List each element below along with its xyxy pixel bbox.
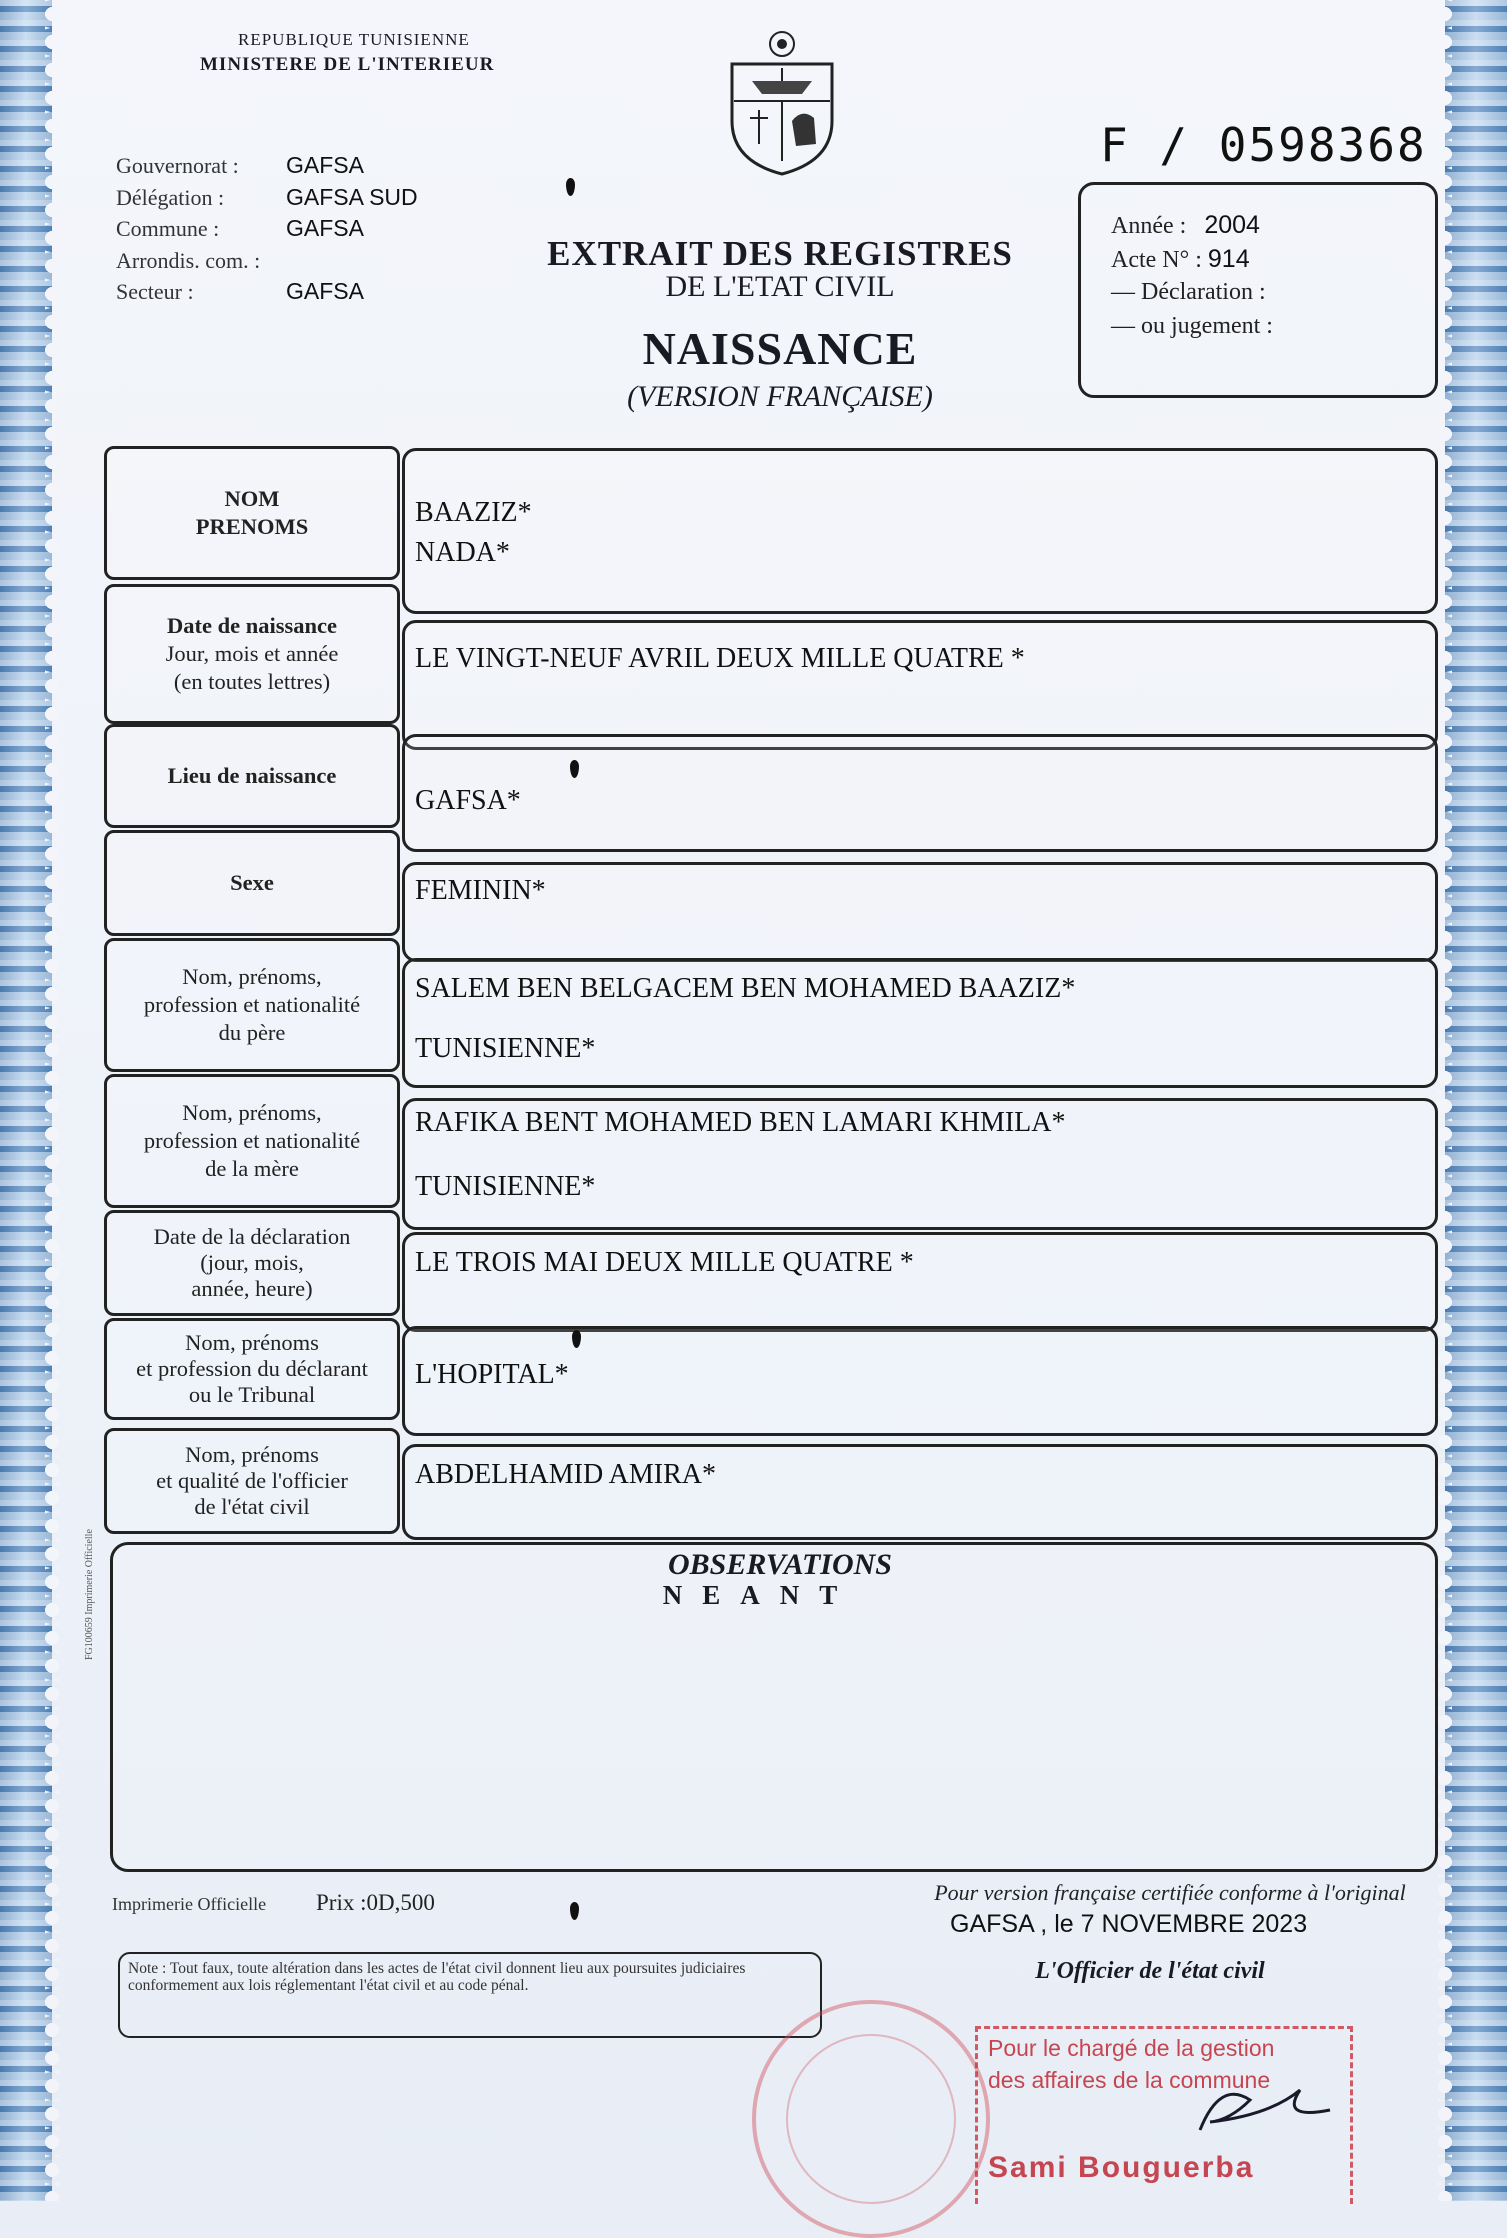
- officier-label-2: et qualité de l'officier: [156, 1468, 348, 1493]
- dob-value: LE VINGT-NEUF AVRIL DEUX MILLE QUATRE *: [415, 643, 1025, 674]
- ink-mark: [570, 1902, 579, 1920]
- annee-value: 2004: [1204, 211, 1260, 239]
- decl-label-1: Date de la déclaration: [153, 1224, 351, 1249]
- nom-label: NOM: [224, 486, 280, 511]
- officier-label-3: de l'état civil: [194, 1494, 310, 1519]
- declarant-label-2: et profession du déclarant: [136, 1356, 368, 1381]
- acte-value: 914: [1207, 245, 1250, 273]
- mere-label-2: profession et nationalité: [143, 1128, 361, 1153]
- declarant-label-3: ou le Tribunal: [188, 1382, 316, 1407]
- mere-value-box: [402, 1098, 1438, 1230]
- nom-prenoms-label: [104, 446, 400, 580]
- mere-label: [104, 1074, 400, 1208]
- declarant-label: [104, 1318, 400, 1420]
- pere-label-2: profession et nationalité: [143, 992, 361, 1017]
- ministry-heading: MINISTERE DE L'INTERIEUR: [200, 54, 495, 75]
- act-info-box: [1078, 182, 1438, 398]
- officier-value-box: [402, 1444, 1438, 1540]
- round-official-stamp: [752, 2000, 990, 2238]
- delegation-label: Délégation :: [116, 184, 225, 210]
- dob-value-box: [402, 620, 1438, 750]
- arrondis-label: Arrondis. com. :: [116, 247, 261, 273]
- coat-of-arms-emblem: [722, 26, 842, 176]
- commune-label: Commune :: [116, 216, 220, 241]
- nom-prenoms-value-box: [402, 448, 1438, 614]
- mere-name-value: RAFIKA BENT MOHAMED BEN LAMARI KHMILA*: [415, 1107, 1066, 1138]
- title-version: (VERSION FRANÇAISE): [627, 380, 933, 413]
- officier-label: [104, 1428, 400, 1534]
- sexe-value: FEMININ*: [415, 875, 546, 906]
- sexe-label-text: Sexe: [230, 870, 274, 895]
- gouvernorat-label: Gouvernorat :: [116, 153, 239, 178]
- lieu-label-text: Lieu de naissance: [167, 763, 337, 788]
- handwritten-signature: [1160, 2060, 1360, 2150]
- secteur-value: GAFSA: [286, 278, 364, 304]
- stamp-name: Sami Bouguerba: [988, 2151, 1255, 2184]
- dob-label-title: Date de naissance: [167, 613, 337, 638]
- stamp-line-1: Pour le chargé de la gestion: [988, 2035, 1275, 2061]
- declarant-label-1: Nom, prénoms: [185, 1330, 319, 1355]
- pere-label: [104, 938, 400, 1072]
- declaration-date-value-box: [402, 1232, 1438, 1332]
- observations-value: NEANT: [662, 1580, 858, 1610]
- nom-value: BAAZIZ*: [415, 497, 532, 528]
- declaration-date-value: LE TROIS MAI DEUX MILLE QUATRE *: [415, 1247, 914, 1278]
- left-decorative-border: [0, 0, 52, 2201]
- imprimerie-label: Imprimerie Officielle: [112, 1894, 267, 1914]
- right-decorative-border: [1445, 0, 1507, 2201]
- officier-label-1: Nom, prénoms: [185, 1442, 319, 1467]
- jugement-label: — ou jugement :: [1111, 313, 1273, 339]
- serial-number: F / 0598368: [1100, 118, 1427, 172]
- officer-title: L'Officier de l'état civil: [1035, 1958, 1265, 1984]
- declaration-label: — Déclaration :: [1111, 279, 1266, 305]
- dob-label: [104, 584, 400, 724]
- acte-label: Acte N° :: [1111, 247, 1202, 273]
- legal-note-text: Note : Tout faux, toute altération dans les actes de l'état civil donnent lieu aux poursuites judiciaires conformement aux lois réglementant l'état civil et au code pénal.: [128, 1960, 746, 1994]
- annee-label: Année :: [1111, 213, 1187, 239]
- mere-label-3: de la mère: [205, 1156, 299, 1181]
- prenoms-label: PRENOMS: [195, 514, 309, 539]
- observations-title: OBSERVATIONS: [668, 1548, 892, 1581]
- place-date: GAFSA , le 7 NOVEMBRE 2023: [950, 1910, 1308, 1938]
- sexe-value-box: [402, 862, 1438, 962]
- lieu-value-box: [402, 734, 1438, 852]
- sexe-label: [104, 830, 400, 936]
- mere-label-1: Nom, prénoms,: [182, 1100, 322, 1125]
- legal-note-box: [118, 1952, 822, 2038]
- declaration-date-label: [104, 1210, 400, 1316]
- certification-text: Pour version française certifiée conforme à l'original: [934, 1880, 1406, 1905]
- location-block: [116, 150, 418, 308]
- decl-label-3: année, heure): [191, 1276, 313, 1301]
- declarant-value-box: [402, 1326, 1438, 1436]
- stamp-line-2: des affaires de la commune: [988, 2067, 1271, 2093]
- title-etat-civil: DE L'ETAT CIVIL: [665, 270, 895, 303]
- dob-label-sub: Jour, mois et année: [165, 641, 339, 666]
- officier-value: ABDELHAMID AMIRA*: [415, 1459, 716, 1490]
- pere-name-value: SALEM BEN BELGACEM BEN MOHAMED BAAZIZ*: [415, 973, 1076, 1004]
- pere-value-box: [402, 958, 1438, 1088]
- price-label: Prix :0D,500: [316, 1890, 435, 1915]
- pere-label-3: du père: [218, 1020, 286, 1045]
- prenoms-value: NADA*: [415, 537, 510, 568]
- dob-label-note: (en toutes lettres): [173, 669, 331, 694]
- commune-value: GAFSA: [286, 215, 364, 241]
- decl-label-2: (jour, mois,: [200, 1250, 304, 1275]
- secteur-label: Secteur :: [116, 279, 194, 304]
- printer-side-text: FG100659 Imprimerie Officielle: [84, 1529, 95, 1660]
- gouvernorat-value: GAFSA: [286, 152, 364, 178]
- pere-label-1: Nom, prénoms,: [182, 964, 322, 989]
- title-naissance: NAISSANCE: [642, 323, 918, 374]
- republic-heading: REPUBLIQUE TUNISIENNE: [238, 30, 470, 49]
- ink-mark: [566, 178, 575, 196]
- title-extrait: EXTRAIT DES REGISTRES: [547, 234, 1013, 273]
- pere-nationality-value: TUNISIENNE*: [415, 1033, 596, 1064]
- mere-nationality-value: TUNISIENNE*: [415, 1171, 596, 1202]
- lieu-value: GAFSA*: [415, 785, 521, 816]
- delegation-value: GAFSA SUD: [286, 183, 418, 210]
- declarant-value: L'HOPITAL*: [415, 1359, 569, 1390]
- lieu-label: [104, 724, 400, 828]
